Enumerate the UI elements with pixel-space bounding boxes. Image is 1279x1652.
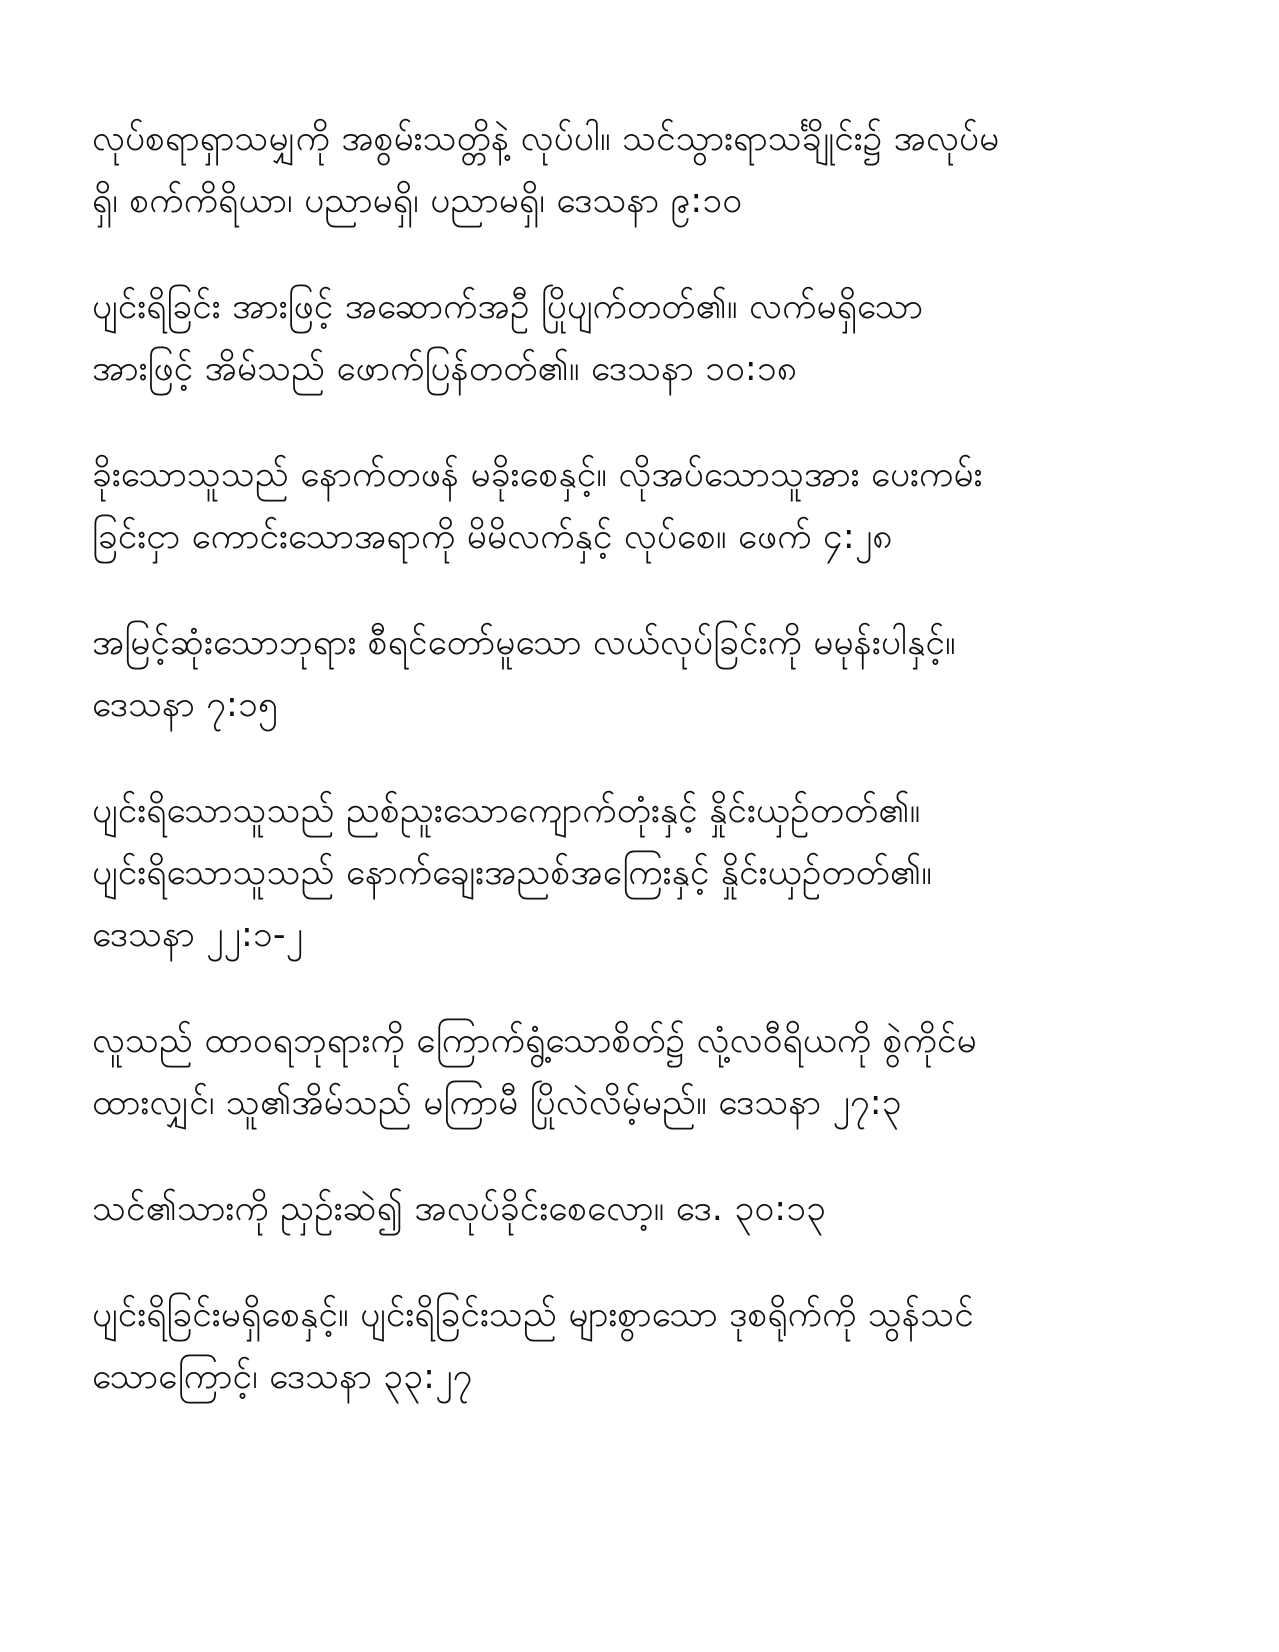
verse-line: အမြင့်ဆုံးသောဘုရား စီရင်တော်မူသော လယ်လုပ်ခြင်းကို မမုန်းပါနှင့်။ <box>92 623 956 663</box>
verse-line: ပျင်းရိခြင်းမရှိစေနှင့်။ ပျင်းရိခြင်းသည် များစွာသော ဒုစရိုက်ကို သွန်သင် <box>92 1295 974 1335</box>
verse-line: လူသည် ထာဝရဘုရားကို ကြောက်ရွံ့သောစိတ်၌ လုံ့လဝီရိယကို စွဲကိုင်မ <box>92 1021 977 1061</box>
verse-list <box>92 108 1212 1452</box>
verse-line: ခိုးသောသူသည် နောက်တဖန် မခိုးစေနှင့်။ လိုအပ်သောသူအား ပေးကမ်း <box>92 455 983 495</box>
verse-line: ပျင်းရိခြင်း အားဖြင့် အဆောက်အဦ ပြိုပျက်တတ်၏။ လက်မရှိသော <box>92 287 924 327</box>
verse-7 <box>92 1178 1212 1240</box>
verse-line: ထားလျှင်၊ သူ၏အိမ်သည် မကြာမီ ပြိုလဲလိမ့်မည်။ ဒေသနာ ၂၇:၃ <box>92 1083 902 1123</box>
verse-line: ဒေသနာ ၇:၁၅ <box>92 685 278 725</box>
verse-3 <box>92 444 1212 568</box>
verse-line: ရှိ၊ စက်ကိရိယာ၊ ပညာမရှိ၊ ပညာမရှိ၊ ဒေသနာ ၉:၁၀ <box>92 181 743 221</box>
verse-2 <box>92 276 1212 400</box>
verse-line: သောကြောင့်၊ ဒေသနာ ၃၃:၂၇ <box>92 1357 473 1397</box>
verse-4 <box>92 612 1212 736</box>
verse-line: လုပ်စရာရှာသမျှကို အစွမ်းသတ္တိနဲ့ လုပ်ပါ။ သင်သွားရာသင်္ချိုင်း၌ အလုပ်မ <box>92 119 1000 159</box>
verse-8 <box>92 1284 1212 1408</box>
verse-line: ဒေသနာ ၂၂:၁-၂ <box>92 915 304 955</box>
verse-line: ပျင်းရိသောသူသည် ညစ်ညူးသောကျောက်တုံးနှင့် နှိုင်းယှဉ်တတ်၏။ <box>92 791 921 831</box>
verse-line: သင်၏သားကို ညှဉ်းဆဲ၍ အလုပ်ခိုင်းစေလော့။ ဒေ. ၃၀:၁၃ <box>92 1189 826 1229</box>
verse-line: အားဖြင့် အိမ်သည် ဖောက်ပြန်တတ်၏။ ဒေသနာ ၁၀:၁၈ <box>92 349 797 389</box>
verse-6 <box>92 1010 1212 1134</box>
verse-line: ပျင်းရိသောသူသည် နောက်ချေးအညစ်အကြေးနှင့် နှိုင်းယှဉ်တတ်၏။ <box>92 853 933 893</box>
verse-line: ခြင်းငှာ ကောင်းသောအရာကို မိမိလက်နှင့် လုပ်စေ။ ဖေက် ၄:၂၈ <box>92 517 893 557</box>
verse-1 <box>92 108 1212 232</box>
verse-5 <box>92 780 1212 966</box>
